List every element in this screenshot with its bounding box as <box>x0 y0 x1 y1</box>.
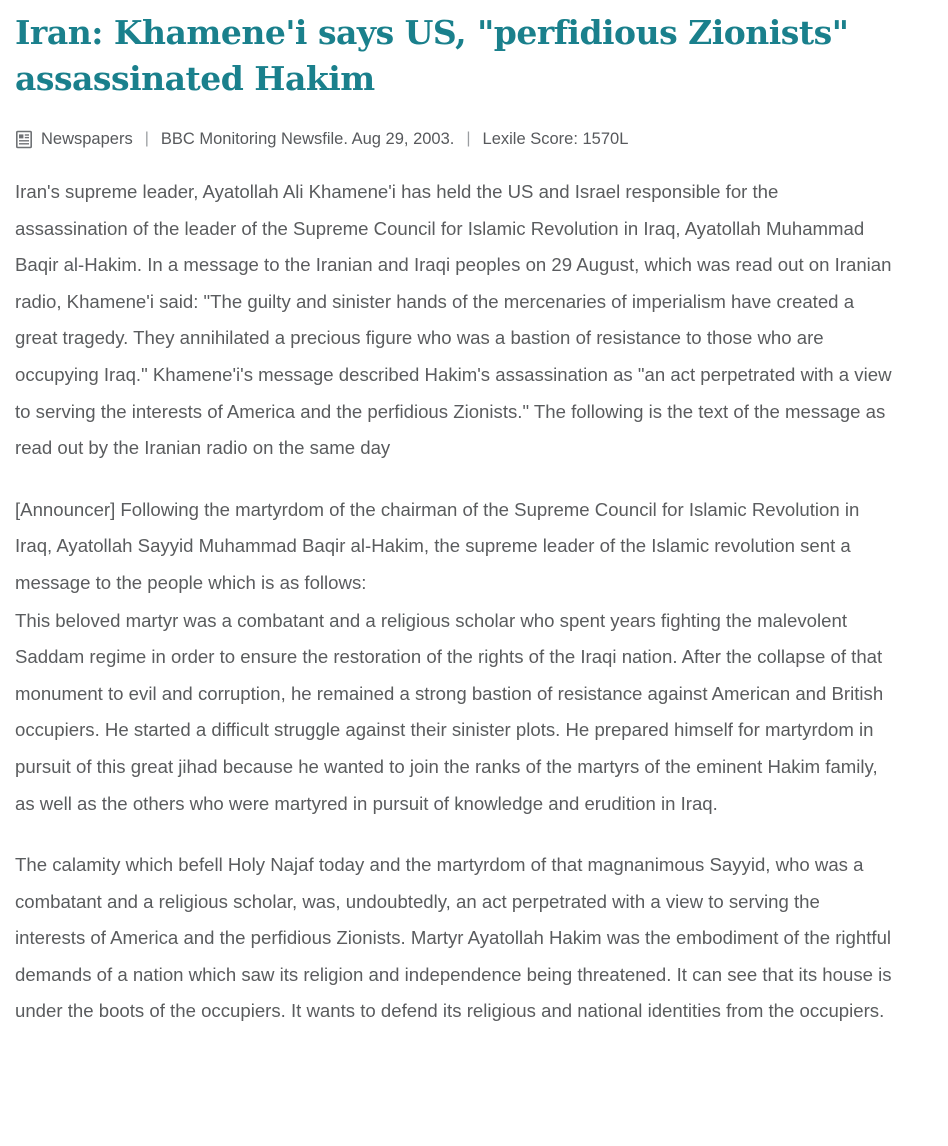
article-paragraph: This beloved martyr was a combatant and a religious scholar who spent years fighting the malevolent Saddam regime in order to ensure the restoration of the rights of the Iraqi nation. After the collapse of that monument to evil and corruption, he remained a strong bastion of resistance against American and British occupiers. He started a difficult struggle against their sinister plots. He prepared himself for martyrdom in pursuit of this great jihad because he wanted to join the ranks of the martyrs of the eminent Hakim family, as well as the others who were martyred in pursuit of knowledge and erudition in Iraq. <box>15 609 884 814</box>
meta-separator: | <box>144 130 149 147</box>
lexile-score: Lexile Score: 1570L <box>482 130 629 148</box>
article-paragraph: The calamity which befell Holy Najaf today and the martyrdom of that magnanimous Sayyid, who was a combatant and a religious scholar, was, undoubtedly, an act perpetrated with a view to serving the interests of America and the perfidious Zionists. Martyr Ayatollah Hakim was the embodiment of the rightful demands of a nation which saw its religion and independence being threatened. It can see that its house is under the boots of the occupiers. It wants to defend its religious and national identities from the occupiers. <box>15 854 892 1022</box>
format-label: Newspapers <box>41 130 133 148</box>
article-paragraph: Iran's supreme leader, Ayatollah Ali Khamene'i has held the US and Israel responsible for the assassination of the leader of the Supreme Council for Islamic Revolution in Iraq, Ayatollah Muhammad Baqir al-Hakim. In a message to the Iranian and Iraqi peoples on 29 August, which was read out on Iranian radio, Khamene'i said: "The guilty and sinister hands of the mercenaries of imperialism have created a great tragedy. They annihilated a precious figure who was a bastion of resistance to those who are occupying Iraq." Khamene'i's message described Hakim's assassination as "an act perpetrated with a view to serving the interests of America and the perfidious Zionists." The following is the text of the message as read out by the Iranian radio on the same day <box>15 181 892 459</box>
article-title: Iran: Khamene'i says US, "perfidious Zionists" assassinated Hakim <box>15 13 849 98</box>
newspaper-icon <box>15 129 33 150</box>
article-paragraph: [Announcer] Following the martyrdom of the chairman of the Supreme Council for Islamic Revolution in Iraq, Ayatollah Sayyid Muhammad Baqir al-Hakim, the supreme leader of the Islamic revolution sent a message to the people which is as follows: <box>15 498 860 593</box>
source-citation: BBC Monitoring Newsfile. Aug 29, 2003. <box>160 130 455 148</box>
article-body <box>15 174 930 1030</box>
meta-separator: | <box>466 130 471 147</box>
article-meta-bar <box>15 128 930 150</box>
